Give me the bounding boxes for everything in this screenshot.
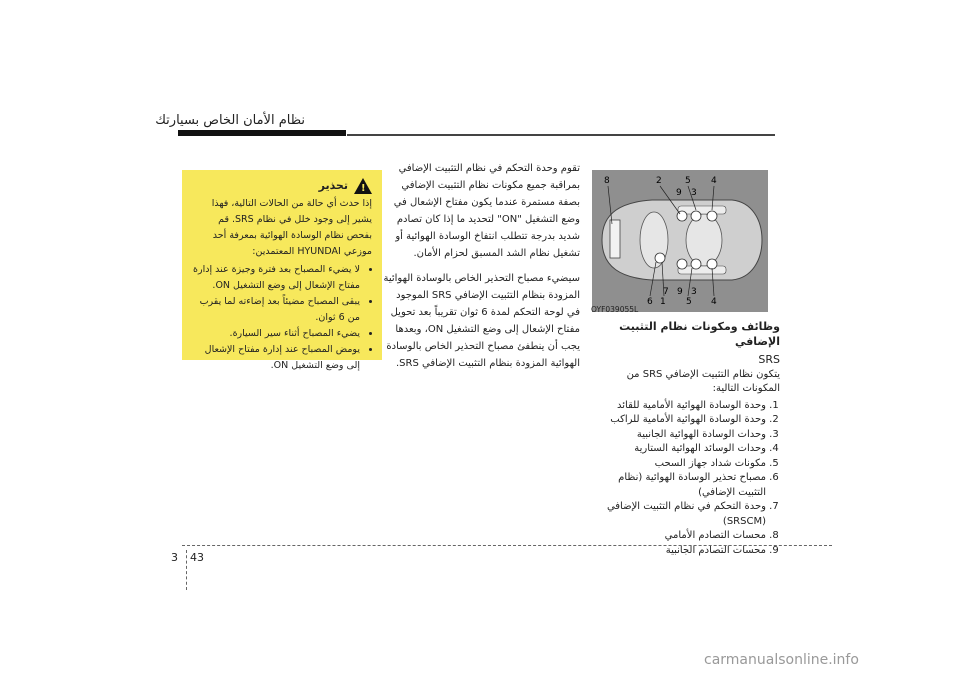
component-item: 9. محسات التصادم الجانبية: [590, 544, 766, 559]
page-section: 3: [171, 551, 178, 564]
srs-label: SRS: [758, 353, 780, 366]
section-heading: وظائف ومكونات نظام التثبيت الإضافي: [619, 320, 780, 348]
car-diagram: [592, 170, 768, 312]
warning-item: • يبقى المصباح مضيئاً بعد إضاءته لما يقرب من 6 ثوان.: [192, 294, 360, 326]
middle-column: [380, 160, 580, 380]
component-item: 3. وحدات الوسادة الهوائية الجانبية: [590, 428, 766, 443]
warning-intro: إذا حدث أي حالة من الحالات التالية، فهذا يشير إلى وجود خلل في نظام SRS. قم بفحص نظام الوسادة الهوائية بمعرفة أحد موزعي HYUNDAI المعتمدين:: [211, 198, 372, 257]
components-list: [590, 399, 780, 559]
middle-paragraph-2: سيضيء مصباح التحذير الخاص بالوسادة الهوائية المزودة بنظام التثبيت الإضافي SRS الموجود في لوحة التحكم لمدة 6 ثوان تقريباً بعد تحويل مفتاح الإشعال إلى وضع التشغيل ON، وبعدها يجب أن ينطفئ مصباح التحذير الخاص بالوسادة الهوائية المزودة بنظام التثبيت الإضافي SRS.: [383, 273, 580, 369]
svg-text:2: 2: [656, 176, 662, 186]
warning-heading-text: تحذير: [318, 179, 348, 192]
warning-list: [192, 262, 372, 374]
component-item: 2. وحدة الوسادة الهوائية الأمامية للراكب: [590, 413, 766, 428]
figure-code: OYF039055L: [591, 305, 639, 314]
header-block: [178, 130, 346, 136]
svg-text:8: 8: [604, 176, 610, 186]
middle-paragraph-1: تقوم وحدة التحكم في نظام التثبيت الإضافي بمراقبة جميع مكونات نظام التثبيت الإضافي بصفة مستمرة عندما يكون مفتاح الإشعال في وضع التشغيل "ON" لتحديد ما إذا كان تصادم شديد بدرجة تتطلب انتفاخ الوسادة الهوائية أو تشغيل نظام الشد المسبق لحزام الأمان.: [393, 163, 580, 259]
svg-text:9: 9: [677, 287, 683, 297]
header-title: نظام الأمان الخاص بسيارتك: [155, 113, 305, 128]
svg-text:1: 1: [660, 297, 666, 307]
svg-text:6: 6: [647, 297, 653, 307]
warning-box: [182, 170, 382, 371]
watermark: carmanualsonline.info: [704, 652, 859, 668]
warning-heading: [192, 178, 372, 194]
svg-text:3: 3: [691, 287, 697, 297]
warning-triangle-icon: !: [354, 178, 372, 194]
component-item: 4. وحدات الوسائد الهوائية الستارية: [590, 442, 766, 457]
svg-text:9: 9: [676, 188, 682, 198]
component-item: 5. مكونات شداد جهاز السحب: [590, 457, 766, 472]
svg-text:5: 5: [686, 297, 692, 307]
component-item: 7. وحدة التحكم في نظام التثبيت الإضافي (SRSCM): [590, 500, 766, 529]
components-intro: يتكون نظام التثبيت الإضافي SRS من المكونات التالية:: [626, 368, 780, 394]
component-item: 8. محسات التصادم الأمامي: [590, 529, 766, 544]
right-column: [590, 320, 780, 558]
svg-text:3: 3: [691, 188, 697, 198]
footer-vertical-divider: [186, 550, 187, 590]
warning-item: • يضيء المصباح أثناء سير السيارة.: [192, 326, 360, 342]
svg-text:5: 5: [685, 176, 691, 186]
page-number: 43: [190, 551, 204, 564]
component-item: 6. مصباح تحذير الوسادة الهوائية (نظام التثبيت الإضافي): [590, 471, 766, 500]
warning-item: • يومض المصباح عند إدارة مفتاح الإشعال إلى وضع التشغيل ON.: [192, 342, 360, 374]
header-rule: [347, 134, 775, 136]
component-item: 1. وحدة الوسادة الهوائية الأمامية للقائد: [590, 399, 766, 414]
footer-divider: [182, 545, 832, 546]
warning-item: • لا يضيء المصباح بعد فترة وجيزة عند إدارة مفتاح الإشعال إلى وضع التشغيل ON.: [192, 262, 360, 294]
svg-text:4: 4: [711, 176, 717, 186]
svg-text:4: 4: [711, 297, 717, 307]
svg-text:7: 7: [663, 287, 669, 297]
